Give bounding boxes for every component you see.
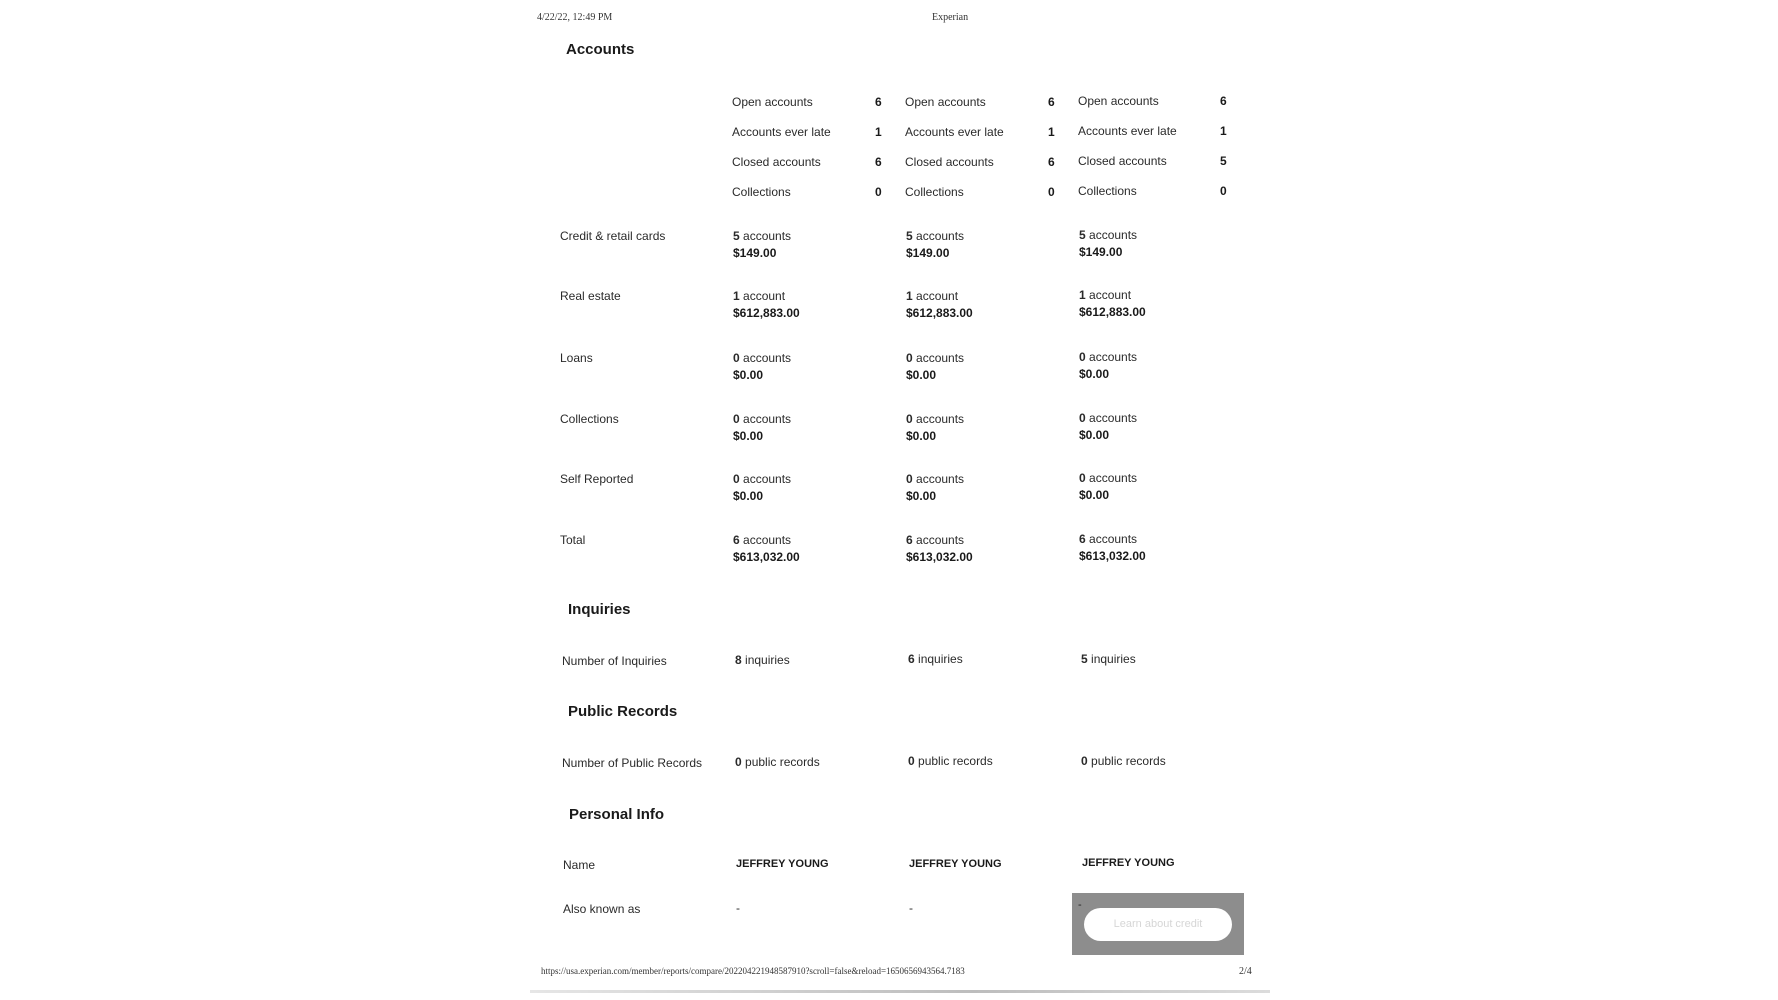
account-count — [906, 289, 958, 303]
account-amount: $0.00 — [906, 489, 937, 503]
personal-info-heading: Personal Info — [569, 806, 665, 823]
account-count — [1079, 411, 1137, 425]
account-count-number: 0 — [733, 472, 740, 486]
summary-label: Closed accounts — [732, 155, 821, 169]
account-count-number: 5 — [906, 229, 913, 243]
account-count — [733, 412, 791, 426]
account-count-word: account — [743, 289, 786, 303]
account-amount: $612,883.00 — [906, 306, 973, 320]
account-count — [906, 229, 964, 243]
summary-value: 0 — [875, 185, 882, 199]
account-count-word: accounts — [916, 412, 965, 426]
account-row-label: Collections — [560, 412, 619, 426]
name-label: Name — [563, 858, 596, 872]
account-count — [733, 472, 791, 486]
count-number: 0 — [1081, 754, 1088, 768]
account-amount: $613,032.00 — [733, 550, 800, 564]
account-amount: $0.00 — [906, 429, 937, 443]
count-number: 8 — [735, 653, 742, 667]
account-count-word: accounts — [1089, 228, 1138, 242]
summary-label: Collections — [1078, 184, 1137, 198]
account-count-number: 1 — [733, 289, 740, 303]
summary-value: 1 — [1048, 125, 1055, 139]
account-count-number: 6 — [1079, 532, 1086, 546]
count-word: inquiries — [918, 652, 963, 666]
account-count — [906, 472, 964, 486]
account-amount: $613,032.00 — [1079, 549, 1146, 563]
summary-value: 1 — [875, 125, 882, 139]
account-count-word: accounts — [916, 533, 965, 547]
account-count-number: 0 — [733, 412, 740, 426]
account-count-word: accounts — [743, 229, 792, 243]
count-word: inquiries — [745, 653, 790, 667]
account-count-word: account — [916, 289, 959, 303]
account-count — [1079, 350, 1137, 364]
inquiries-label: Number of Inquiries — [562, 654, 667, 668]
summary-value: 6 — [1048, 155, 1055, 169]
summary-label: Closed accounts — [905, 155, 994, 169]
inquiries-count — [908, 652, 963, 666]
print-url: https://usa.experian.com/member/reports/compare/20220422194858791​0?scroll=false&reload=1650656943564.7183 — [541, 966, 965, 976]
account-amount: $0.00 — [906, 368, 937, 382]
account-count — [733, 533, 791, 547]
also-known-as-label: Also known as — [563, 902, 641, 916]
summary-label: Open accounts — [732, 95, 813, 109]
account-count-number: 6 — [906, 533, 913, 547]
account-count-number: 0 — [733, 351, 740, 365]
count-number: 0 — [908, 754, 915, 768]
account-amount: $0.00 — [733, 368, 764, 382]
account-count — [1079, 532, 1137, 546]
account-count — [733, 289, 785, 303]
count-word: public records — [1091, 754, 1166, 768]
summary-label: Open accounts — [1078, 94, 1159, 108]
summary-value: 6 — [1220, 94, 1227, 108]
inquiries-count — [1081, 652, 1136, 666]
also-known-as-value: - — [1078, 899, 1082, 911]
count-word: public records — [918, 754, 993, 768]
account-amount: $0.00 — [1079, 367, 1110, 381]
account-row-label: Total — [560, 533, 586, 547]
print-datetime: 4/22/22, 12:49 PM — [537, 12, 613, 23]
inquiries-count — [735, 653, 790, 667]
account-count — [733, 229, 791, 243]
account-amount: $0.00 — [733, 489, 764, 503]
summary-value: 5 — [1220, 154, 1227, 168]
also-known-as-value: - — [909, 901, 913, 915]
account-count-number: 0 — [906, 351, 913, 365]
count-word: inquiries — [1091, 652, 1136, 666]
account-amount: $612,883.00 — [733, 306, 800, 320]
person-name: JEFFREY YOUNG — [1082, 857, 1175, 869]
account-count — [1079, 471, 1137, 485]
scan-edge-line — [530, 990, 1270, 993]
account-row-label: Self Reported — [560, 472, 634, 486]
account-count-number: 0 — [1079, 471, 1086, 485]
account-count — [906, 533, 964, 547]
account-row-label: Credit & retail cards — [560, 229, 666, 243]
inquiries-heading: Inquiries — [568, 601, 631, 618]
count-number: 5 — [1081, 652, 1088, 666]
account-amount: $0.00 — [1079, 428, 1110, 442]
account-count-number: 0 — [1079, 411, 1086, 425]
print-site-name: Experian — [932, 12, 969, 23]
summary-value: 6 — [1048, 95, 1055, 109]
account-amount: $0.00 — [733, 429, 764, 443]
account-count-word: accounts — [1089, 471, 1138, 485]
summary-value: 1 — [1220, 124, 1227, 138]
account-count-word: accounts — [743, 533, 792, 547]
public-records-count — [735, 755, 820, 769]
public-records-count — [1081, 754, 1166, 768]
count-number: 6 — [908, 652, 915, 666]
account-count — [733, 351, 791, 365]
account-count-word: accounts — [916, 229, 965, 243]
summary-label: Accounts ever late — [905, 125, 1004, 139]
summary-label: Accounts ever late — [1078, 124, 1177, 138]
account-amount: $613,032.00 — [906, 550, 973, 564]
account-count-word: accounts — [743, 472, 792, 486]
account-count-number: 0 — [906, 472, 913, 486]
summary-value: 0 — [1048, 185, 1055, 199]
account-count-word: accounts — [916, 351, 965, 365]
learn-about-credit-panel — [1072, 893, 1244, 955]
summary-label: Accounts ever late — [732, 125, 831, 139]
account-row-label: Loans — [560, 351, 593, 365]
public-records-label: Number of Public Records — [562, 756, 703, 770]
also-known-as-value: - — [736, 901, 740, 915]
account-count — [1079, 288, 1131, 302]
account-count-word: accounts — [916, 472, 965, 486]
account-count-number: 0 — [1079, 350, 1086, 364]
account-count-word: account — [1089, 288, 1132, 302]
count-word: public records — [745, 755, 820, 769]
count-number: 0 — [735, 755, 742, 769]
person-name: JEFFREY YOUNG — [736, 858, 829, 870]
account-count-word: accounts — [743, 412, 792, 426]
account-count-number: 1 — [1079, 288, 1086, 302]
summary-label: Open accounts — [905, 95, 986, 109]
person-name: JEFFREY YOUNG — [909, 858, 1002, 870]
account-count-number: 5 — [1079, 228, 1086, 242]
account-amount: $149.00 — [1079, 245, 1123, 259]
account-count-word: accounts — [1089, 411, 1138, 425]
account-count — [906, 412, 964, 426]
account-count-number: 1 — [906, 289, 913, 303]
account-row-label: Real estate — [560, 289, 621, 303]
account-amount: $149.00 — [906, 246, 950, 260]
account-amount: $612,883.00 — [1079, 305, 1146, 319]
summary-value: 6 — [875, 95, 882, 109]
summary-value: 0 — [1220, 184, 1227, 198]
public-records-count — [908, 754, 993, 768]
account-count-number: 0 — [906, 412, 913, 426]
account-count-number: 6 — [733, 533, 740, 547]
account-amount: $0.00 — [1079, 488, 1110, 502]
account-count-word: accounts — [1089, 532, 1138, 546]
account-count-word: accounts — [743, 351, 792, 365]
account-count-number: 5 — [733, 229, 740, 243]
learn-about-credit-button[interactable]: Learn about credit — [1084, 908, 1232, 941]
summary-label: Collections — [905, 185, 964, 199]
accounts-heading: Accounts — [566, 41, 635, 58]
summary-label: Closed accounts — [1078, 154, 1167, 168]
public-records-heading: Public Records — [568, 703, 678, 720]
account-count — [1079, 228, 1137, 242]
summary-label: Collections — [732, 185, 791, 199]
page-number: 2/4 — [1239, 966, 1252, 977]
account-amount: $149.00 — [733, 246, 777, 260]
account-count-word: accounts — [1089, 350, 1138, 364]
summary-value: 6 — [875, 155, 882, 169]
account-count — [906, 351, 964, 365]
